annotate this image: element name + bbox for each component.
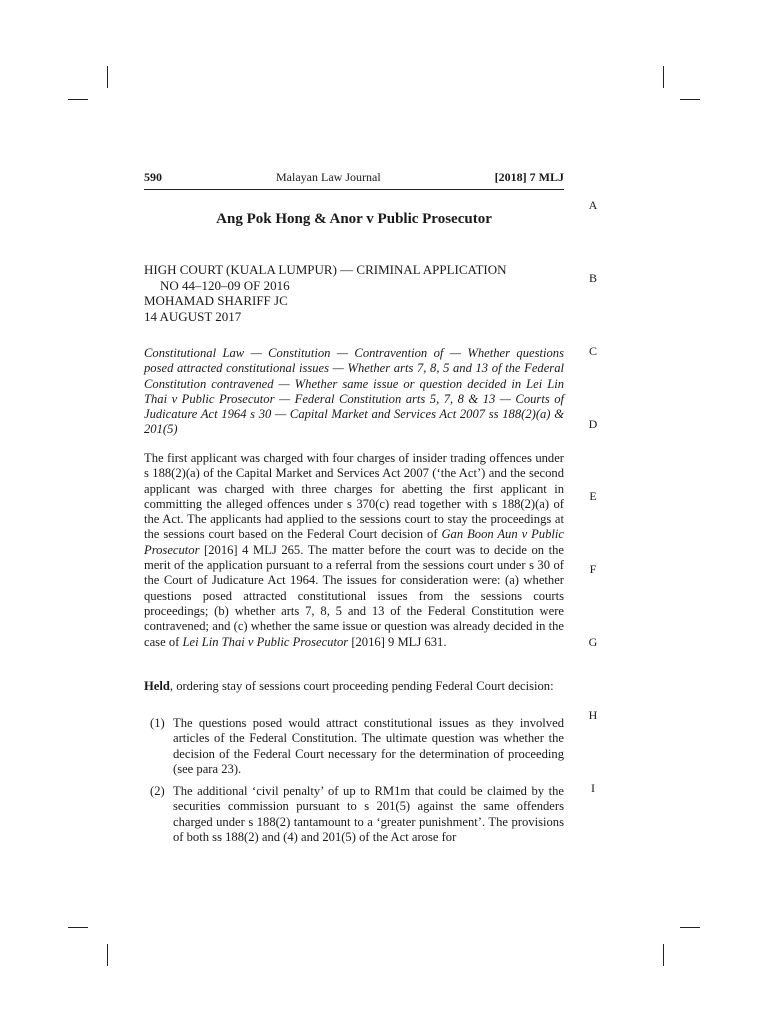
header-rule [144, 189, 564, 190]
crop-mark [107, 944, 108, 966]
journal-name: Malayan Law Journal [276, 170, 381, 184]
decision-date: 14 AUGUST 2017 [144, 308, 242, 324]
point-text: The additional ‘civil penalty’ of up to RM1m that could be claimed by the securities commission pursuant to s 201(5) against the same offenders charged under s 188(2) tantamount to a ‘greater punishment’. The provisions of both ss 188(2) and (4) and 201(5) of the Act arose for [173, 784, 564, 844]
case-reference: Lei Lin Thai v Public Prosecutor [182, 634, 349, 649]
case-reference: Gan Boon Aun v Public Prosecutor [144, 527, 564, 557]
court-name: HIGH COURT (KUALA LUMPUR) — CRIMINAL APPLICATION [144, 262, 507, 277]
crop-mark [680, 99, 700, 100]
journal-citation: [2018] 7 MLJ [494, 170, 564, 184]
headnote-summary [144, 451, 564, 650]
held-label: Held [144, 679, 170, 693]
court-details [144, 262, 564, 324]
judge-name: MOHAMAD SHARIFF JC [144, 293, 288, 308]
held-point-2 [144, 784, 564, 845]
held-statement [144, 679, 564, 694]
crop-mark [663, 66, 664, 88]
crop-mark [107, 66, 108, 88]
margin-letter-e: E [589, 489, 597, 503]
crop-mark [663, 944, 664, 966]
margin-letter-g: G [588, 635, 598, 649]
summary-text: [2016] 9 MLJ 631. [348, 634, 447, 649]
held-text: , ordering stay of sessions court proceeding pending Federal Court decision: [169, 679, 554, 693]
margin-letter-c: C [588, 344, 597, 358]
application-number: NO 44–120–09 OF 2016 [160, 277, 290, 293]
crop-mark [68, 99, 88, 100]
summary-text: [2016] 4 MLJ 265. The matter before the court was to decide on the merit of the application pursuant to a referral from the sessions court under s 30 of the Court of Judicature Act 1964. The issues for consideration were: (a) whether questions posed attracted constitutional issues from the sessions courts proceedings; (b) whether arts 7, 8, 5 and 13 of the Federal Constitution were contravened; and (c) whether the same issue or question was already decided in the case of [144, 542, 564, 649]
margin-letter-i: I [591, 781, 595, 795]
margin-letter-d: D [588, 417, 598, 431]
running-header [144, 170, 564, 188]
catchwords: Constitutional Law — Constitution — Contravention of — Whether questions posed attracted constitutional issues — Whether arts 7, 8, 5 and 13 of the Federal Constitution contravened — Whether same issue or question decided in Lei Lin Thai v Public Prosecutor — Federal Constitution arts 5, 7, 8 & 13 — Courts of Judicature Act 1964 s 30 — Capital Market and Services Act 2007 ss 188(2)(a) & 201(5) [144, 346, 564, 437]
margin-letter-a: A [588, 198, 598, 212]
margin-letter-h: H [588, 708, 598, 722]
margin-letter-f: F [589, 562, 597, 576]
crop-mark [68, 927, 88, 928]
point-number: (2) [150, 784, 165, 798]
summary-text: The first applicant was charged with four charges of insider trading offences under s 188(2)(a) of the Capital Market and Services Act 2007 (‘the Act’) and the second applicant was charged with three charges for abetting the first applicant in committing the alleged offences under s 370(c) read together with s 188(2)(a) of the Act. The applicants had applied to the sessions court to stay the proceedings at the sessions court based on the Federal Court decision of [144, 451, 564, 542]
case-title: Ang Pok Hong & Anor v Public Prosecutor [216, 211, 492, 227]
margin-letter-b: B [588, 271, 597, 285]
crop-mark [680, 927, 700, 928]
point-text: The questions posed would attract constitutional issues as they involved articles of the Federal Constitution. The ultimate question was whether the decision of the Federal Court necessary for the determination of proceeding (see para 23). [173, 716, 564, 776]
held-point-1 [144, 716, 564, 777]
page-number: 590 [144, 170, 162, 184]
point-number: (1) [150, 716, 165, 730]
